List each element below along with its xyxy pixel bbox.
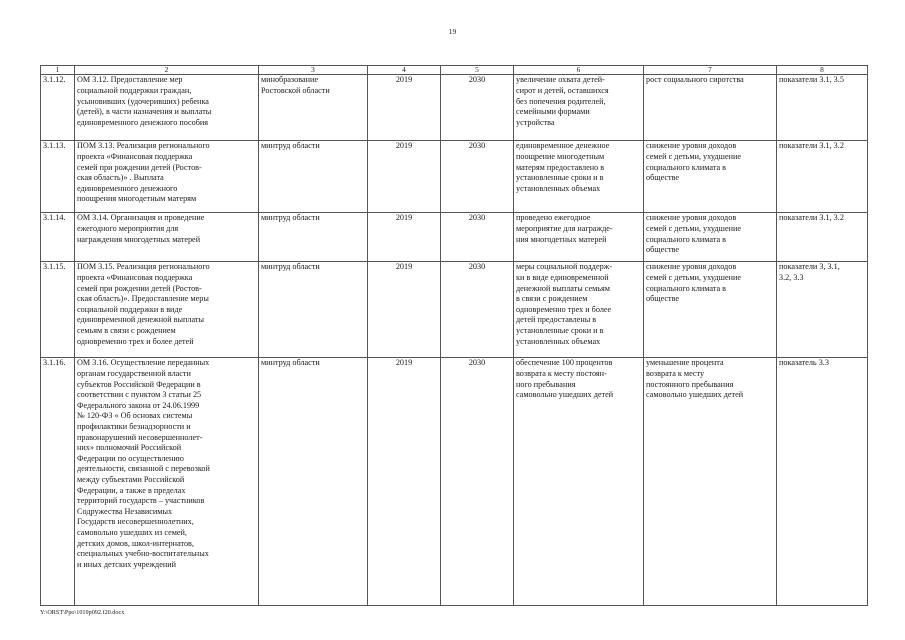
related-indicators: показатель 3.3	[777, 358, 868, 606]
start-year: 2019	[368, 75, 441, 141]
table-row	[41, 358, 868, 606]
start-year: 2019	[368, 213, 441, 262]
header-row	[41, 66, 868, 75]
column-header: 7	[644, 66, 777, 75]
expected-result: увеличение охвата детей- сирот и детей, оставшихся без попечения родителей, семейными формами устройства	[514, 75, 644, 141]
related-indicators: показатели 3.1, 3.5	[777, 75, 868, 141]
column-header: 5	[441, 66, 514, 75]
measures-table	[40, 65, 868, 606]
page-number: 19	[448, 27, 457, 36]
measure-name: ПОМ 3.13. Реализация регионального проекта «Финансовая поддержка семей при рождении детей (Ростов- ская область)» . Выплата единовременного денежного поощрения многодетным матерям	[75, 141, 259, 213]
start-year: 2019	[368, 262, 441, 358]
column-header: 4	[368, 66, 441, 75]
row-number: 3.1.12.	[41, 75, 75, 141]
non-implementation-consequence: снижение уровня доходов семей с детьми, ухудшение социального климата в обществе	[644, 141, 777, 213]
executor: минтруд области	[259, 358, 368, 606]
executor: минтруд области	[259, 213, 368, 262]
measure-name: ПОМ 3.15. Реализация регионального проекта «Финансовая поддержка семей при рождении детей (Ростов- ская область)». Предоставление меры социальной поддержки в виде единовременной денежной выплаты семьям в связи с рождением одновременно трех и более детей	[75, 262, 259, 358]
table-row	[41, 75, 868, 141]
column-header: 2	[75, 66, 259, 75]
row-number: 3.1.13.	[41, 141, 75, 213]
file-path-footer: Y:\ORST\Ppo\1019p092.f20.docx	[40, 609, 125, 616]
executor: минтруд области	[259, 141, 368, 213]
measure-name: ОМ 3.14. Организация и проведение ежегодного мероприятия для награждения многодетных матерей	[75, 213, 259, 262]
related-indicators: показатели 3.1, 3.2	[777, 213, 868, 262]
measure-name: ОМ 3.12. Предоставление мер социальной поддержки граждан, усыновивших (удочеривших) ребенка (детей), в части назначения и выплаты единовременного денежного пособия	[75, 75, 259, 141]
start-year: 2019	[368, 358, 441, 606]
start-year: 2019	[368, 141, 441, 213]
non-implementation-consequence: рост социального сиротства	[644, 75, 777, 141]
table-row	[41, 262, 868, 358]
end-year: 2030	[441, 75, 514, 141]
executor: минобразование Ростовской области	[259, 75, 368, 141]
related-indicators: показатели 3, 3.1, 3.2, 3.3	[777, 262, 868, 358]
column-header: 3	[259, 66, 368, 75]
column-header: 8	[777, 66, 868, 75]
non-implementation-consequence: уменьшение процента возврата к месту постоянного пребывания самовольно ушедших детей	[644, 358, 777, 606]
end-year: 2030	[441, 141, 514, 213]
non-implementation-consequence: снижение уровня доходов семей с детьми, ухудшение социального климата в обществе	[644, 213, 777, 262]
row-number: 3.1.14.	[41, 213, 75, 262]
table-row	[41, 141, 868, 213]
table-row	[41, 213, 868, 262]
row-number: 3.1.15.	[41, 262, 75, 358]
expected-result: обеспечение 100 процентов возврата к месту постоян- ного пребывания самовольно ушедших детей	[514, 358, 644, 606]
expected-result: меры социальной поддерж- ки в виде единовременной денежной выплаты семьям в связи с рождением одновременно трех и более детей предоставлены в установленные сроки и в установленных объемах	[514, 262, 644, 358]
column-header: 1	[41, 66, 75, 75]
executor: минтруд области	[259, 262, 368, 358]
measure-name: ОМ 3.16. Осуществление переданных органам государственной власти субъектов Российской Федерации в соответствии с пунктом 3 статьи 25 Федерального закона от 24.06.1999 № 120-ФЗ « Об основах системы профилактики безнадзорности и правонарушений несовершеннолет- них» полномочий Российской Федерации по осуществлению деятельности, связанной с перевозкой между субъектами Российской Федерации, а также в пределах территорий государств – участников Содружества Независимых Государств несовершеннолетних, самовольно ушедших из семей, детских домов, школ-интернатов, специальных учебно-воспитательных и иных детских учреждений	[75, 358, 259, 606]
non-implementation-consequence: снижение уровня доходов семей с детьми, ухудшение социального климата в обществе	[644, 262, 777, 358]
expected-result: единовременное денежное поощрение многодетным матерям предоставлено в установленные сроки и в установленных объемах	[514, 141, 644, 213]
column-header: 6	[514, 66, 644, 75]
end-year: 2030	[441, 262, 514, 358]
row-number: 3.1.16.	[41, 358, 75, 606]
end-year: 2030	[441, 213, 514, 262]
end-year: 2030	[441, 358, 514, 606]
expected-result: проведено ежегодное мероприятие для награжде- ния многодетных матерей	[514, 213, 644, 262]
related-indicators: показатели 3.1, 3.2	[777, 141, 868, 213]
